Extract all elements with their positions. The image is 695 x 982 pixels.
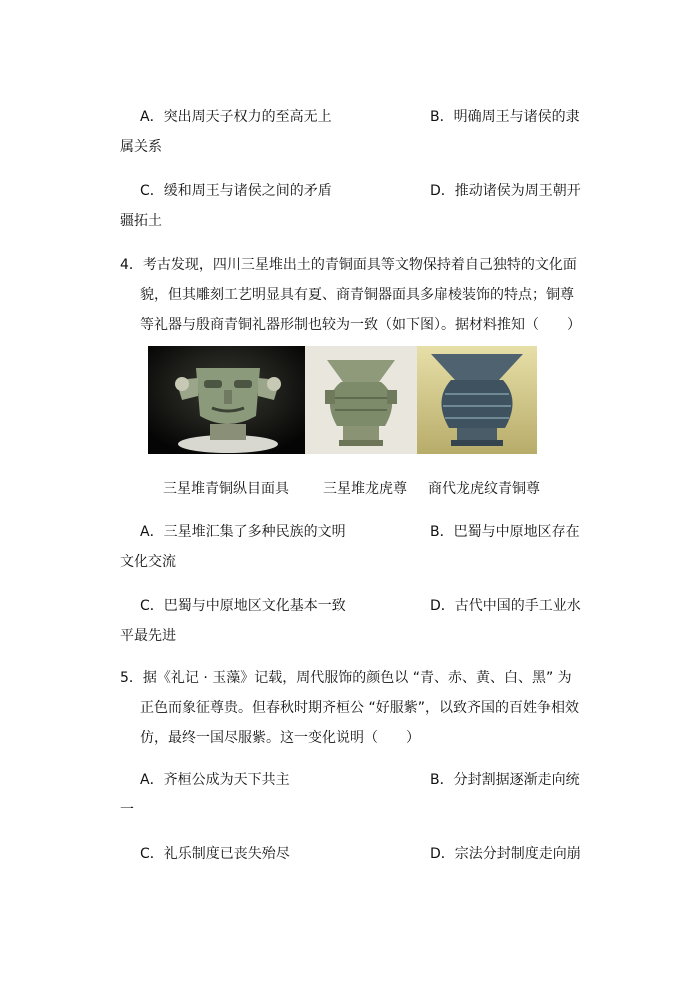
q5-option-d: D．宗法分封制度走向崩 [430,846,581,862]
q4-option-b-continued: 文化交流 [120,554,176,570]
q5-stem-line-3: 仿，最终一国尽服紫。这一变化说明（ ） [140,730,420,746]
q5-option-b: B．分封割据逐渐走向统 [430,772,580,788]
q3-option-a: A．突出周天子权力的至高无上 [140,109,332,125]
q3-option-d: D．推动诸侯为周王朝开 [430,183,581,199]
q3-option-c: C．缓和周王与诸侯之间的矛盾 [140,183,332,199]
image-caption-shang-zun: 商代龙虎纹青铜尊 [428,481,540,497]
q3-option-b-continued: 属关系 [120,139,162,155]
q5-option-c: C．礼乐制度已丧失殆尽 [140,846,290,862]
q4-option-b: B．巴蜀与中原地区存在 [430,524,580,540]
shang-dragon-tiger-zun-image [417,346,537,454]
q4-option-d-continued: 平最先进 [120,628,176,644]
sanxingdui-mask-image [148,346,305,454]
q5-stem-line-1: 5．据《礼记 · 玉藻》记载，周代服饰的颜色以 “青、赤、黄、白、黑” 为 [120,670,572,686]
q3-option-b: B．明确周王与诸侯的隶 [430,109,580,125]
image-caption-mask: 三星堆青铜纵目面具 [163,481,289,497]
q4-stem-line-2: 貌，但其雕刻工艺明显具有夏、商青铜器面具多扉棱装饰的特点；铜尊 [140,287,574,303]
q5-option-a: A．齐桓公成为天下共主 [140,772,290,788]
sanxingdui-dragon-tiger-zun-image [305,346,417,454]
q3-option-d-continued: 疆拓土 [120,213,162,229]
q4-option-c: C．巴蜀与中原地区文化基本一致 [140,598,346,614]
q4-stem-line-3: 等礼器与殷商青铜礼器形制也较为一致（如下图）。据材料推知（ ） [140,317,581,333]
q5-option-b-continued: 一 [120,802,134,818]
q4-option-a: A．三星堆汇集了多种民族的文明 [140,524,346,540]
q4-option-d: D．古代中国的手工业水 [430,598,581,614]
q4-stem-line-1: 4．考古发现，四川三星堆出土的青铜面具等文物保持着自己独特的文化面 [120,257,577,273]
image-caption-sanxingdui-zun: 三星堆龙虎尊 [323,481,407,497]
q5-stem-line-2: 正色而象征尊贵。但春秋时期齐桓公 “好服紫”，以致齐国的百姓争相效 [140,700,579,716]
